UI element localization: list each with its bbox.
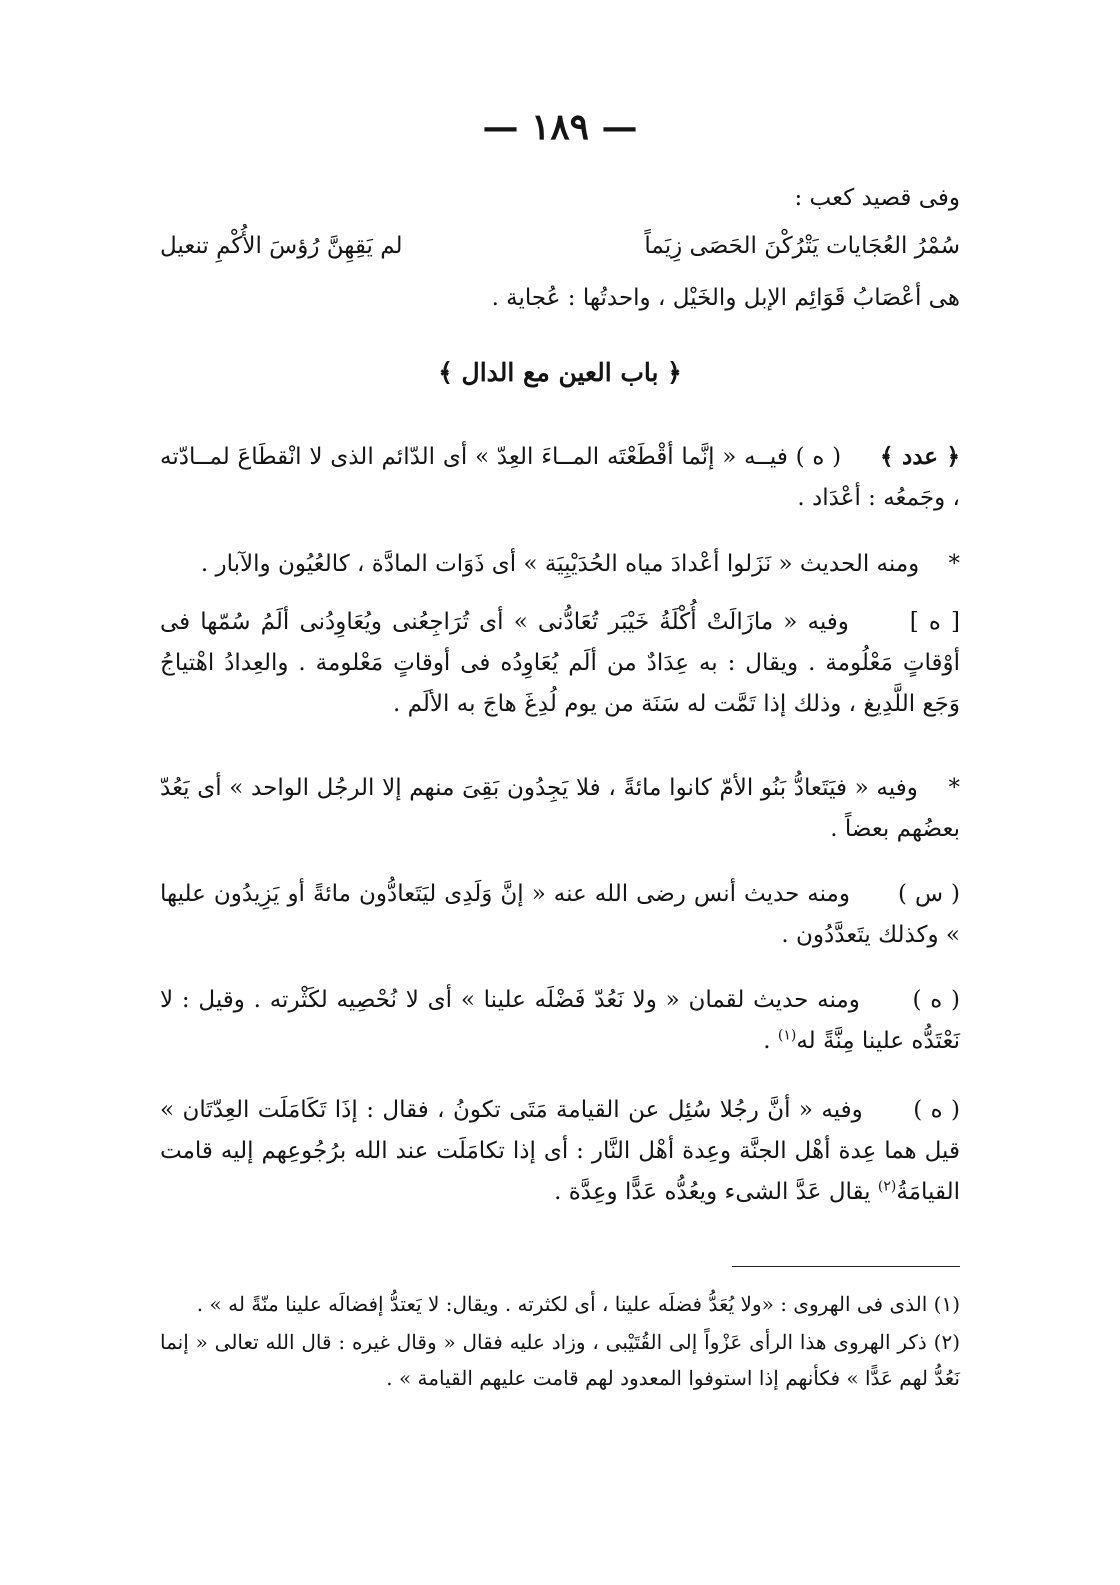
page-number: — ١٨٩ — [482, 106, 638, 148]
footnote: (١) الذى فى الهروى : «ولا يُعَدُّ فضلَه علينا ، أى لكثرته . ويقال: لا يَعتدُّ إفضالَه علينا منّةً له » . [196, 1292, 960, 1316]
entry-text: ومنه الحديث « نَزَلوا أعْدادَ مياه الحُدَيْبِيَة » أى ذَوَات المادَّة ، كالعُيُون والآبار . [200, 551, 920, 577]
entry-marker: * [948, 551, 960, 577]
entry-marker: ( ه ) [912, 987, 960, 1013]
entry-paragraph [160, 1090, 960, 1213]
entry-text: وفيه « مازَالَتْ أُكْلَةُ خَيْبَر تُعَادُّنى » أى تُرَاجِعُنى ويُعَاوِدُنى ألَمُ سُمّها فى أوْقاتٍ مَعْلُومة . ويقال : به عِدَادٌ من ألَم يُعَاوِدُه فى أوقاتٍ مَعْلومة . والعِدادُ اهْتياجُ وَجَع اللَّدِيغ ، وذلك إذا تَمَّت له سَنَة من يوم لُدِغَ هاجَ به الألَم . [160, 609, 960, 717]
entry-marker: [ ه ] [909, 609, 960, 635]
verse-gloss: هى أعْصَابُ قَوَائِم الإبل والخَيْل ، واحدتُها : عُجاية . [491, 285, 960, 311]
entry-root-heading: ﴿ عدد ﴾ [880, 443, 960, 470]
intro-line: وفى قصيد كعب : [794, 185, 960, 211]
footnote-reference: (١) [777, 1027, 797, 1044]
entry-paragraph [160, 874, 960, 956]
entry-paragraph [160, 544, 960, 585]
entry-marker: ( س ) [897, 881, 960, 907]
verse-first-hemistich: سُمْرُ العُجَايات يَتْرُكْنَ الحَصَى زِيَماً [644, 233, 960, 259]
entry-text: وفيه « فيَتَعادُّ بَنُو الأمّ كانوا مائةً ، فلا يَجِدُون بَقِىَ منهم إلا الرجُل الواحد » أى يَعُدّ بعضُهم بعضاً . [160, 775, 960, 842]
footnote-divider [732, 1266, 960, 1267]
entry-text: ( ه ) فيــه « إنَّما أقْطَعْتَه المــاءَ العِدّ » أى الدّائم الذى لا انْقطَاعَ لمــادّته ، وجَمعُه : أعْدَاد . [160, 444, 960, 511]
entry-marker: * [948, 775, 960, 801]
entry-paragraph [160, 768, 960, 850]
entry-text-tail: يقال عَدَّ الشىء ويعُدُّه عَدًّا وعِدَّة . [554, 1179, 878, 1205]
entry-text-tail: . [763, 1028, 778, 1054]
entry-paragraph [160, 436, 960, 519]
entry-text: ومنه حديث لقمان « ولا نَعُدّ فَضْلَه علينا » أى لا نُحْصِيه لكَثْرته . وقيل : لا نَعْتَدُّه علينا مِنَّةً له [160, 987, 960, 1054]
footnote-reference: (٢) [877, 1178, 897, 1195]
entry-paragraph [160, 602, 960, 725]
footnote: (٢) ذكر الهروى هذا الرأى عَزْواً إلى القُتَيْبى ، وزاد عليه فقال « وقال غيره : قال الله تعالى « إنما نَعُدُّ لهم عَدًّا » فكأنهم إذا استوفوا المعدود لهم قامت عليهم القيامة » . [160, 1330, 960, 1390]
entry-marker: ( ه ) [913, 1097, 960, 1123]
entry-paragraph [160, 980, 960, 1062]
verse-second-hemistich: لم يَقِهِنَّ رُؤسَ الأُكْمِ تنعيل [160, 233, 403, 259]
entry-text: وفيه « أنَّ رجُلا سُئِل عن القيامة مَتَى تكونُ ، فقال : إذَا تَكَامَلَت العِدّتَان » قيل هما عِدة أهْل الجنَّة وعِدة أهْل النَّار : أى إذا تكامَلَت عند الله برُجُوعِهم إليه قامت القيامَةُ [160, 1097, 960, 1205]
entry-text: ومنه حديث أنس رضى الله عنه « إنَّ وَلَدِى ليَتَعادُّون مائةً أو يَزِيدُون عليها » وكذلك يتَعدَّدُون . [160, 881, 960, 948]
poetry-verse [160, 226, 960, 266]
chapter-heading: ﴿ باب العين مع الدال ﴾ [438, 358, 682, 387]
